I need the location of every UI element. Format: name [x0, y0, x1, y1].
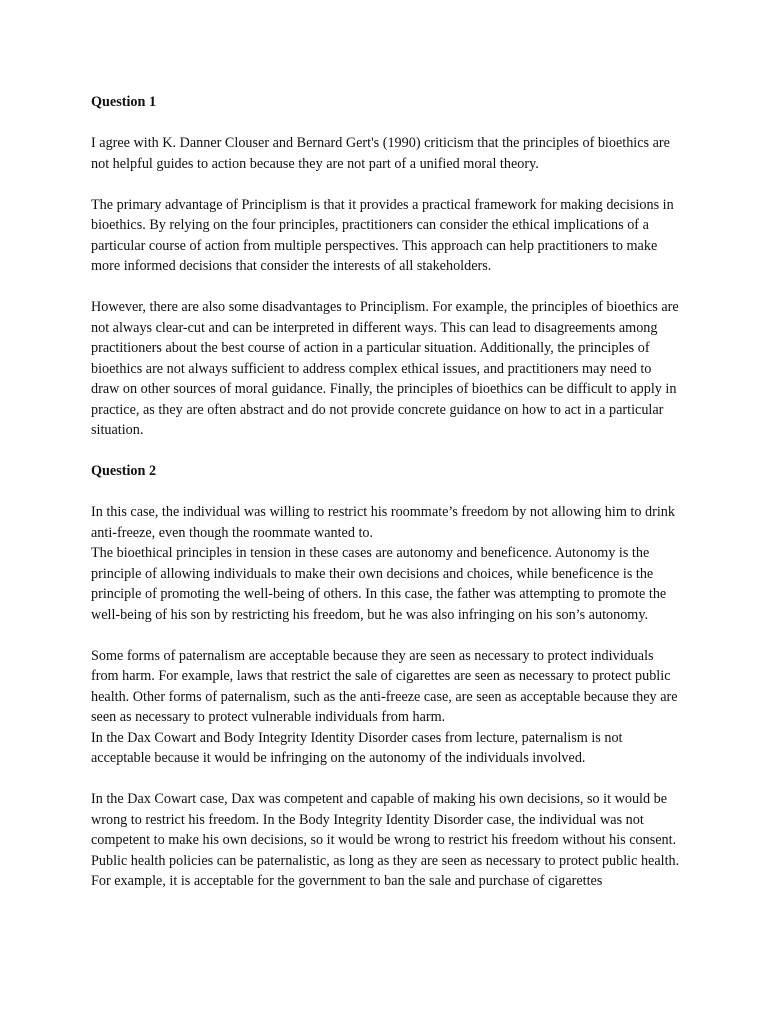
paragraph-spacer: [91, 482, 681, 503]
q1-paragraph-agreement: I agree with K. Danner Clouser and Bernard Gert's (1990) criticism that the principles of bioethics are not helpful guides to action because they are not part of a unified moral theory.: [91, 135, 670, 172]
paragraph-spacer: [91, 277, 681, 298]
document-body: [91, 92, 681, 892]
q2-paragraph-principles: The bioethical principles in tension in these cases are autonomy and beneficence. Autonomy is the principle of allowing individuals to make their own decisions and choices, while beneficence is the principle of promoting the well-being of others. In this case, the father was attempting to promote the well-being of his son by restricting his freedom, but he was also infringing on his son’s autonomy.: [91, 545, 667, 623]
paragraph-spacer: [91, 625, 681, 646]
q1-paragraph-disadvantages: However, there are also some disadvantages to Principlism. For example, the principles of bioethics are not always clear-cut and can be interpreted in different ways. This can lead to disagreements among practitioners about the best course of action in a particular situation. Additionally, the principles of bioethics are not always sufficient to address complex ethical issues, and practitioners may need to draw on other sources of moral guidance. Finally, the principles of bioethics can be difficult to apply in practice, as they are often abstract and do not provide concrete guidance on how to act in a particular situation.: [91, 299, 679, 438]
q2-paragraph-paternalism: Some forms of paternalism are acceptable because they are seen as necessary to protect individuals from harm. For example, laws that restrict the sale of cigarettes are seen as necessary to protect public health. Other forms of paternalism, such as the anti-freeze case, are seen as acceptable because they are seen as necessary to protect vulnerable individuals from harm.: [91, 647, 678, 725]
paragraph-spacer: [91, 441, 681, 462]
paragraph-spacer: [91, 769, 681, 790]
question-2-heading: Question 2: [91, 463, 157, 479]
q2-paragraph-dax-cowart: In the Dax Cowart case, Dax was competent and capable of making his own decisions, so it would be wrong to restrict his freedom. In the Body Integrity Identity Disorder case, the individual was not competent to make his own decisions, so it would be wrong to restrict his freedom without his consent.: [91, 791, 677, 848]
q2-paragraph-public-health: Public health policies can be paternalistic, as long as they are seen as necessary to protect public health. For example, it is acceptable for the government to ban the sale and purchase of cigarettes: [91, 852, 680, 889]
q1-paragraph-advantage: The primary advantage of Principlism is that it provides a practical framework for making decisions in bioethics. By relying on the four principles, practitioners can consider the ethical implications of a particular course of action from multiple perspectives. This approach can help practitioners to make more informed decisions that consider the interests of all stakeholders.: [91, 196, 674, 274]
paragraph-spacer: [91, 113, 681, 134]
question-1-heading: Question 1: [91, 94, 157, 110]
q2-paragraph-roommate: In this case, the individual was willing to restrict his roommate’s freedom by not allowing him to drink anti-freeze, even though the roommate wanted to.: [91, 504, 675, 541]
q2-paragraph-lecture-cases: In the Dax Cowart and Body Integrity Identity Disorder cases from lecture, paternalism is not acceptable because it would be infringing on the autonomy of the individuals involved.: [91, 729, 623, 766]
paragraph-spacer: [91, 174, 681, 195]
